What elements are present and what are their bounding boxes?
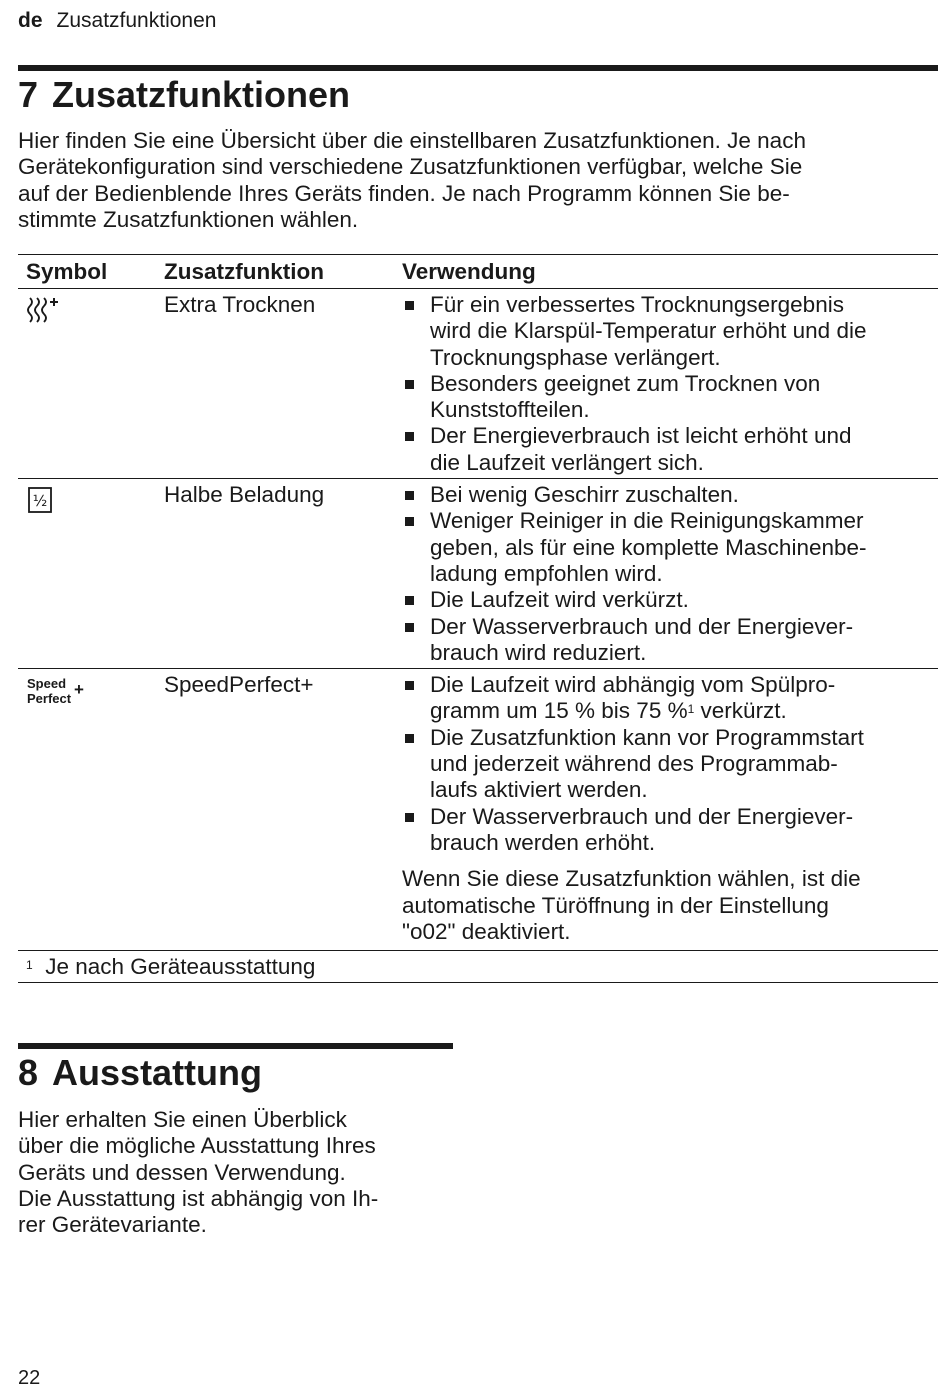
speed-perfect-icon [26, 675, 88, 709]
function-name: SpeedPerfect+ [156, 669, 394, 951]
usage-cell [394, 669, 938, 951]
header-section-title: Zusatzfunktionen [56, 9, 217, 32]
list-item: Der Wasserverbrauch und der Energiever- brauch werden erhöht. [402, 804, 938, 857]
intro-line: rer Gerätevariante. [18, 1212, 207, 1238]
usage-list [402, 482, 938, 666]
section-8-title: Ausstattung [52, 1052, 263, 1093]
intro-line: Gerätekonfiguration sind verschiedene Zusatzfunktionen verfügbar, welche Sie [18, 154, 803, 180]
section-8-number: 8 [18, 1052, 39, 1093]
section-7-title: Zusatzfunktionen [52, 74, 351, 115]
list-item: Die Laufzeit wird abhängig vom Spülpro- gramm um 15 % bis 75 %$^1$ verkürzt. [402, 672, 938, 725]
list-item: Besonders geeignet zum Trocknen von Kunststoffteilen. [402, 371, 938, 424]
intro-line: Die Ausstattung ist abhängig von Ih- [18, 1185, 379, 1211]
intro-line: Geräts und dessen Verwendung. [18, 1159, 346, 1185]
list-item: Bei wenig Geschirr zuschalten. [402, 482, 938, 508]
intro-line: auf der Bedienblende Ihres Geräts finden. Je nach Programm können Sie be- [18, 180, 790, 206]
header-symbol: Symbol [18, 255, 156, 289]
functions-table [18, 254, 938, 983]
symbol-cell [18, 289, 156, 479]
footnote-mark: 1 [26, 958, 33, 973]
list-item: Die Laufzeit wird verkürzt. [402, 587, 938, 613]
section-8-heading [18, 1052, 262, 1094]
header-usage: Verwendung [394, 255, 938, 289]
list-item: Die Zusatzfunktion kann vor Programmstart und jederzeit während des Programmab- laufs aktiviert werden. [402, 725, 938, 804]
usage-cell [394, 289, 938, 479]
function-name: Extra Trocknen [164, 292, 316, 317]
usage-list [402, 672, 938, 856]
speed-perfect-icon-text: Perfect [27, 691, 72, 707]
intro-line: über die mögliche Ausstattung Ihres [18, 1133, 376, 1159]
section-8-intro [18, 1107, 378, 1238]
footnote-row [18, 951, 938, 983]
footnote [18, 951, 938, 983]
symbol-cell [18, 479, 156, 669]
extra-dry-icon [26, 295, 60, 325]
half-load-icon-text: ½ [32, 492, 48, 511]
language-code: de [18, 9, 43, 32]
table-row [18, 479, 938, 669]
list-item: Der Wasserverbrauch und der Energiever- brauch wird reduziert. [402, 614, 938, 667]
header-function: Zusatzfunktion [156, 255, 394, 289]
table-row [18, 289, 938, 479]
footnote-text: Je nach Geräteausstattung [45, 954, 316, 980]
list-item: Weniger Reiniger in die Reinigungskammer geben, als für eine komplette Maschinenbe- ladung empfohlen wird. [402, 508, 938, 587]
section-7-intro [18, 128, 806, 233]
usage-list [402, 292, 938, 476]
speed-perfect-icon-plus: + [74, 680, 84, 700]
intro-line: Hier finden Sie eine Übersicht über die einstellbaren Zusatzfunktionen. Je nach [18, 128, 806, 153]
table-row [18, 669, 938, 951]
page-number: 22 [18, 1367, 41, 1389]
symbol-cell [18, 669, 156, 951]
section-7-heading [18, 74, 350, 116]
table-header-row [18, 255, 938, 289]
section-7-rule [18, 65, 938, 71]
footnote-ref: 1 [687, 702, 695, 717]
section-8-rule [18, 1043, 453, 1049]
list-item: Für ein verbessertes Trocknungsergebnis wird die Klarspül-Temperatur erhöht und die Trocknungsphase verlängert. [402, 292, 938, 371]
half-load-icon [26, 485, 56, 515]
speed-perfect-icon-text: Speed [27, 676, 67, 692]
intro-line: Hier erhalten Sie einen Überblick [18, 1107, 347, 1132]
usage-cell [394, 479, 938, 669]
section-7-number: 7 [18, 74, 39, 115]
list-item: Der Energieverbrauch ist leicht erhöht und die Laufzeit verlängert sich. [402, 423, 938, 476]
usage-note: Wenn Sie diese Zusatzfunktion wählen, ist die automatische Türöffnung in der Einstellung "o02" deaktiviert. [402, 866, 861, 944]
running-header [18, 9, 216, 33]
function-name: Halbe Beladung [156, 479, 394, 669]
intro-line: stimmte Zusatzfunktionen wählen. [18, 206, 359, 232]
